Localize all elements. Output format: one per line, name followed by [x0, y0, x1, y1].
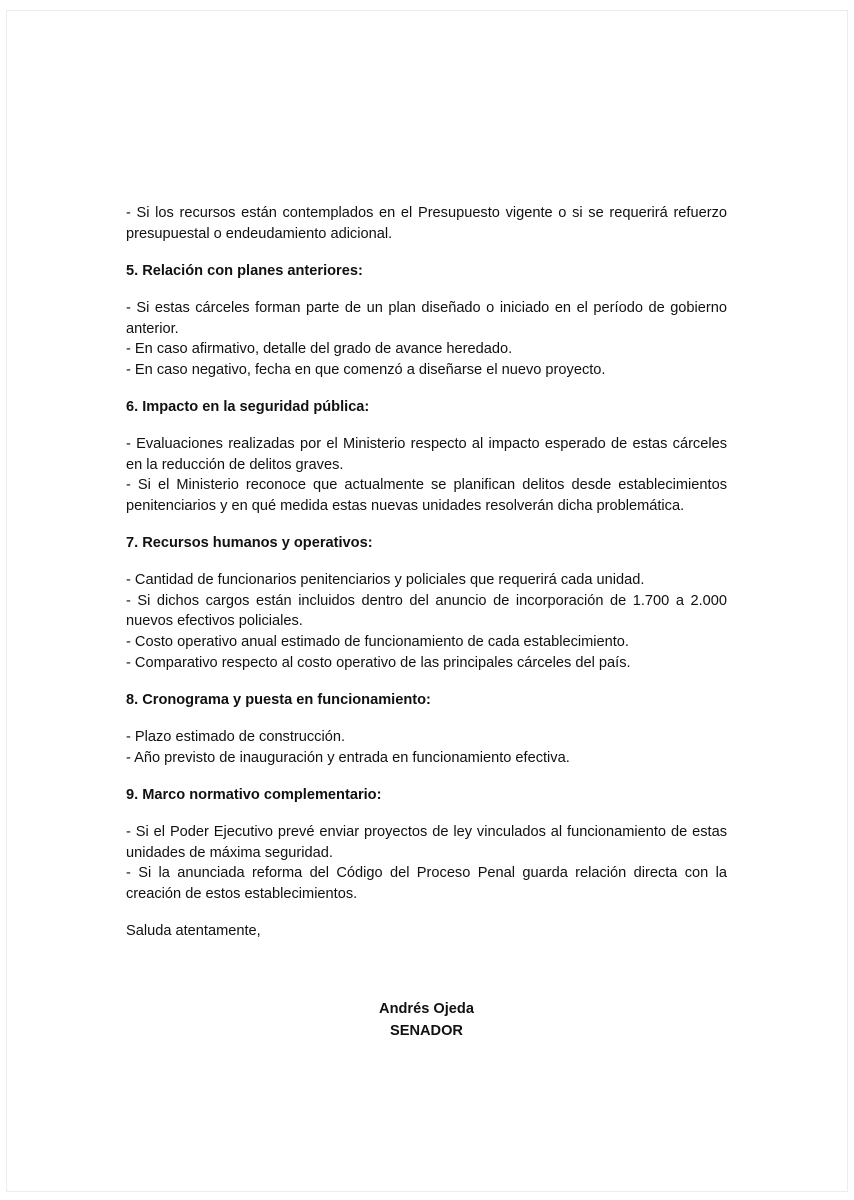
section-6-item-2: - Si el Ministerio reconoce que actualmente se planifican delitos desde establecimientos penitenciarios y en qué medida estas nuevas unidades resolverán dicha problemática.	[126, 477, 727, 514]
section-9-item-2: - Si la anunciada reforma del Código del Proceso Penal guarda relación directa con la creación de estos establecimientos.	[126, 865, 727, 902]
section-9-item-1: - Si el Poder Ejecutivo prevé enviar proyectos de ley vinculados al funcionamiento de estas unidades de máxima seguridad.	[126, 824, 727, 861]
section-5-item-2: - En caso afirmativo, detalle del grado de avance heredado.	[126, 341, 513, 358]
section-heading-9: 9. Marco normativo complementario:	[126, 786, 382, 803]
section-5-item-3: - En caso negativo, fecha en que comenzó a diseñarse el nuevo proyecto.	[126, 361, 606, 378]
closing-salutation: Saluda atentamente,	[126, 922, 261, 939]
section-7-item-3: - Costo operativo anual estimado de funcionamiento de cada establecimiento.	[126, 634, 629, 651]
section-7-item-1: - Cantidad de funcionarios penitenciarios y policiales que requerirá cada unidad.	[126, 572, 645, 589]
section-heading-5: 5. Relación con planes anteriores:	[126, 262, 363, 279]
section-heading-8: 8. Cronograma y puesta en funcionamiento:	[126, 691, 431, 708]
signature-block	[126, 998, 727, 1042]
section-6-item-1: - Evaluaciones realizadas por el Ministerio respecto al impacto esperado de estas cárceles en la reducción de delitos graves.	[126, 436, 727, 473]
intro-item: - Si los recursos están contemplados en el Presupuesto vigente o si se requerirá refuerzo presupuestal o endeudamiento adicional.	[126, 205, 727, 242]
section-7-item-4: - Comparativo respecto al costo operativo de las principales cárceles del país.	[126, 654, 631, 671]
section-7-item-2: - Si dichos cargos están incluidos dentro del anuncio de incorporación de 1.700 a 2.000 nuevos efectivos policiales.	[126, 592, 727, 630]
letter-body	[126, 203, 727, 942]
section-8-item-2: - Año previsto de inauguración y entrada en funcionamiento efectiva.	[126, 749, 570, 766]
section-heading-6: 6. Impacto en la seguridad pública:	[126, 398, 370, 415]
section-5-item-1: - Si estas cárceles forman parte de un plan diseñado o iniciado en el período de gobierno anterior.	[126, 299, 727, 337]
section-heading-7: 7. Recursos humanos y operativos:	[126, 535, 373, 552]
signatory-name: Andrés Ojeda	[379, 1001, 474, 1017]
section-8-item-1: - Plazo estimado de construcción.	[126, 729, 346, 746]
signatory-title: SENADOR	[390, 1023, 463, 1039]
